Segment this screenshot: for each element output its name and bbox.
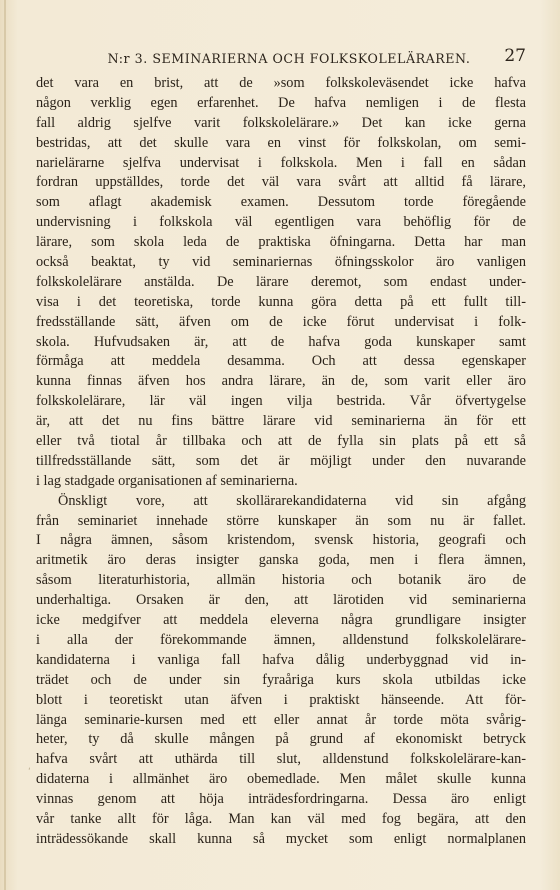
text-line: kunna finnas äfven hos andra lärare, än de, som varit eller äro xyxy=(36,373,526,390)
text-line: inträdessökande skall kunna så mycket som enligt normalplanen xyxy=(36,830,526,847)
text-line: narielärarne sjelfva undervisat i folkskola. Men i fall en sådan xyxy=(36,154,526,171)
paragraph-start-line: Önskligt vore, att skollärarekandidaterna vid sin afgång xyxy=(58,492,526,509)
binding-gutter xyxy=(4,0,6,890)
text-line: från seminariet innehade större kunskaper än som nu är fallet. xyxy=(36,512,526,529)
text-line: det vara en brist, att de »som folkskoleväsendet icke hafva xyxy=(36,75,526,91)
text-line: fall aldrig sjelfve varit folkskolelärare.» Det kan icke gerna xyxy=(36,114,526,131)
margin-mark: ‘ xyxy=(28,767,31,777)
text-line: i alla der förekommande ämnen, alldenstund folkskolelärare- xyxy=(36,631,526,648)
text-line: undervisning i folkskola väl egentligen vara behöflig för de xyxy=(36,214,526,231)
running-head: N:r 3. SEMINARIERNA OCH FOLKSKOLELÄRAREN. xyxy=(107,51,471,66)
text-line: som aflagt akademisk examen. Dessutom torde föregående xyxy=(36,194,526,211)
text-line: länga seminarie-kursen med ett eller annat år torde möta svårig- xyxy=(36,711,526,728)
text-line: skola. Hufvudsaken är, att de hafva goda kunskaper samt xyxy=(36,333,526,350)
text-line: heter, ty då skulle mången på grund af ekonomiskt betryck xyxy=(36,731,526,748)
text-line: folkskolelärare, lär väl ingen vilja bestrida. Vår öfvertygelse xyxy=(36,393,526,410)
text-line: såsom literaturhistoria, allmän historia och botanik äro de xyxy=(36,572,526,589)
text-line: hafva svårt att uthärda till slut, alldenstund folkskolelärare-kan- xyxy=(36,751,526,768)
text-line: vår tanke allt för låga. Man kan väl med fog begära, att den xyxy=(36,810,526,827)
text-line: underhaltiga. Orsaken är den, att lärotiden vid seminarierna xyxy=(36,592,526,609)
text-line: eller två tiotal år tillbaka och att de fylla sin plats på ett så xyxy=(36,433,526,450)
text-line: didaterna i allmänhet äro obemedlade. Men målet skulle kunna xyxy=(36,771,526,788)
text-line: fredsställande sätt, äfven om de icke förut undervisat i folk- xyxy=(36,313,526,330)
page-header xyxy=(38,48,540,70)
text-line: icke medgifver att meddela eleverna några grundligare insigter xyxy=(36,612,526,629)
text-line: trädet och de under sin fyraåriga kurs skola utbildas icke xyxy=(36,671,526,688)
text-line: också beaktat, ty vid seminariernas öfningsskolor äro vanligen xyxy=(36,254,526,271)
text-line: fordran uppställdes, torde det väl vara svårt att alltid få lärare, xyxy=(36,174,526,191)
text-line: förmåga att meddela desamma. Och att dessa egenskaper xyxy=(36,353,526,370)
text-line: I några ämnen, såsom kristendom, svensk historia, geografi och xyxy=(36,532,526,549)
text-line: blott i teoretiskt utan äfven i praktiskt hänseende. Att för- xyxy=(36,691,526,708)
text-line: vinnas genom att höja inträdesfordringarna. Dessa äro enligt xyxy=(36,791,526,808)
text-line: tillfredsställande sätt, som det är möjligt under den nuvarande xyxy=(36,452,526,469)
text-line: lärare, som skola leda de praktiska öfningarna. Detta har man xyxy=(36,234,526,251)
text-line: bestridas, att det skulle vara en vinst för folkskolan, om semi- xyxy=(36,134,526,151)
text-line: kandidaterna i vanliga fall hafva dålig underbyggnad vid in- xyxy=(36,651,526,668)
paragraph-end-line: i lag stadgade organisationen af seminarierna. xyxy=(36,472,298,489)
text-line: folkskolelärare anstälda. De lärare deremot, som endast under- xyxy=(36,273,526,290)
text-line: någon verklig egen erfarenhet. De hafva nemligen i de flesta xyxy=(36,94,526,111)
text-line: är, att det nu fins bättre lärare vid seminarierna än för ett xyxy=(36,413,526,430)
text-line: aritmetik äro deras insigter ganska goda, men i flera ämnen, xyxy=(36,552,526,569)
body-text xyxy=(36,74,526,850)
text-line: visa i det teoretiska, torde kunna göra detta på ett fullt till- xyxy=(36,293,526,310)
page-number: 27 xyxy=(504,46,526,66)
